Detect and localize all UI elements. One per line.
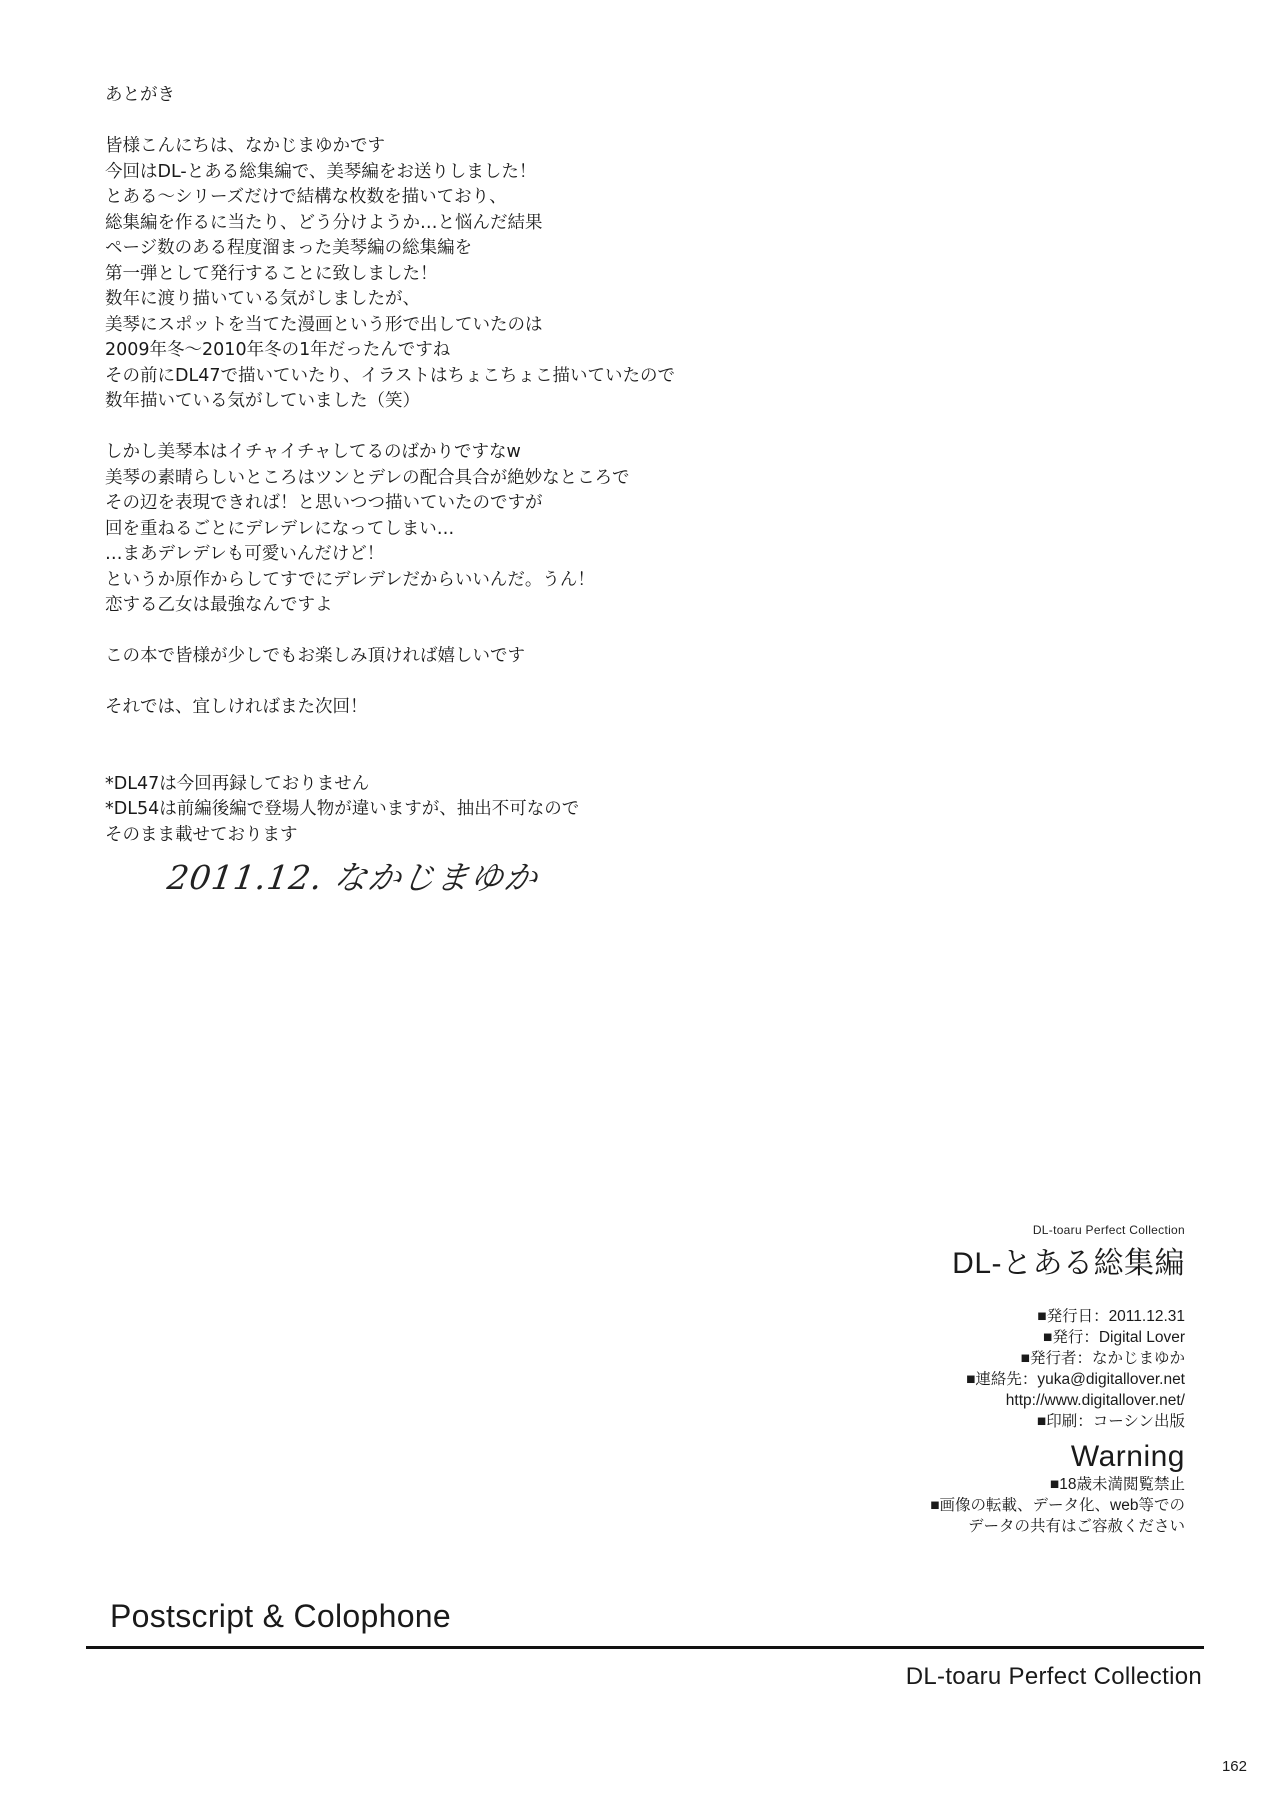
- handwritten-signature: 2011.12. なかじまゆか: [164, 858, 541, 897]
- warning-line: データの共有はご容赦ください: [967, 1518, 1185, 1535]
- spacer: [105, 746, 805, 772]
- section-heading: Postscript & Colophone: [110, 1598, 452, 1634]
- note-line: そのまま載せております: [105, 824, 298, 845]
- postscript-line: とある～シリーズだけで結構な枚数を描いており、: [105, 187, 507, 207]
- postscript-line: 今回はDL-とある総集編で、美琴編をお送りしました！: [105, 161, 537, 182]
- postscript-line: 数年描いている気がしていました（笑）: [105, 391, 420, 411]
- postscript-line: 回を重ねるごとにデレデレになってしまい…: [105, 518, 455, 539]
- spacer: [105, 721, 805, 747]
- note-line: *DL54は前編後編で登場人物が違いますが、抽出不可なので: [105, 799, 580, 819]
- postscript-line: …まあデレデレも可愛いんだけど！: [105, 544, 385, 564]
- postscript-line: 美琴にスポットを当てた漫画という形で出していたのは: [105, 314, 543, 335]
- contact-email: ■連絡先：yuka@digitallover.net: [966, 1371, 1185, 1388]
- page-number: 162: [1221, 1758, 1247, 1775]
- postscript-line: 総集編を作るに当たり、どう分けようか…と悩んだ結果: [105, 212, 543, 233]
- publication-info: [765, 1306, 1185, 1432]
- postscript-line: 第一弾として発行することに致しました！: [105, 263, 438, 284]
- warning-title: Warning: [1070, 1440, 1185, 1473]
- spacer: [105, 619, 805, 645]
- postscript-line: 恋する乙女は最強なんですよ: [105, 595, 333, 615]
- postscript-line: 2009年冬～2010年冬の1年だったんですね: [105, 340, 451, 360]
- printer: ■印刷：コーシン出版: [1036, 1413, 1185, 1430]
- postscript-line: というか原作からしてすでにデレデレだからいいんだ。うん！: [105, 569, 595, 590]
- spacer: [105, 109, 805, 135]
- footer-title: DL-toaru Perfect Collection: [905, 1663, 1202, 1690]
- postscript-line: ページ数のある程度溜まった美琴編の総集編を: [105, 238, 473, 258]
- publication-date: ■発行日：2011.12.31: [1037, 1308, 1185, 1325]
- postscript-text: [105, 83, 805, 848]
- warning-line: ■18歳未満閲覧禁止: [1049, 1476, 1185, 1493]
- postscript-line: その前にDL47で描いていたり、イラストはちょこちょこ描いていたので: [105, 365, 675, 386]
- postscript-line: それでは、宜しければまた次回！: [105, 697, 368, 717]
- colophon-subtitle: DL-toaru Perfect Collection: [1032, 1223, 1185, 1237]
- colophon: [765, 1222, 1185, 1537]
- warning-line: ■画像の転載、データ化、web等での: [930, 1497, 1185, 1514]
- spacer: [105, 415, 805, 441]
- author: ■発行者：なかじまゆか: [1020, 1350, 1185, 1367]
- postscript-line: 皆様こんにちは、なかじまゆかです: [105, 136, 385, 156]
- postscript-line: その辺を表現できれば！と思いつつ描いていたのですが: [105, 493, 543, 513]
- note-line: *DL47は今回再録しておりません: [105, 773, 370, 794]
- website-url: http://www.digitallover.net/: [1005, 1392, 1185, 1409]
- postscript-line: 数年に渡り描いている気がしましたが、: [105, 289, 420, 309]
- postscript-line: 美琴の素晴らしいところはツンとデレの配合具合が絶妙なところで: [105, 467, 630, 488]
- publisher: ■発行：Digital Lover: [1042, 1329, 1185, 1346]
- postscript-heading: あとがき: [105, 85, 175, 105]
- postscript-line: この本で皆様が少しでもお楽しみ頂ければ嬉しいです: [105, 646, 525, 666]
- book-title: DL-とある総集編: [952, 1247, 1185, 1280]
- postscript-line: しかし美琴本はイチャイチャしてるのばかりですなw: [105, 442, 521, 462]
- divider: [86, 1646, 1204, 1649]
- spacer: [105, 670, 805, 696]
